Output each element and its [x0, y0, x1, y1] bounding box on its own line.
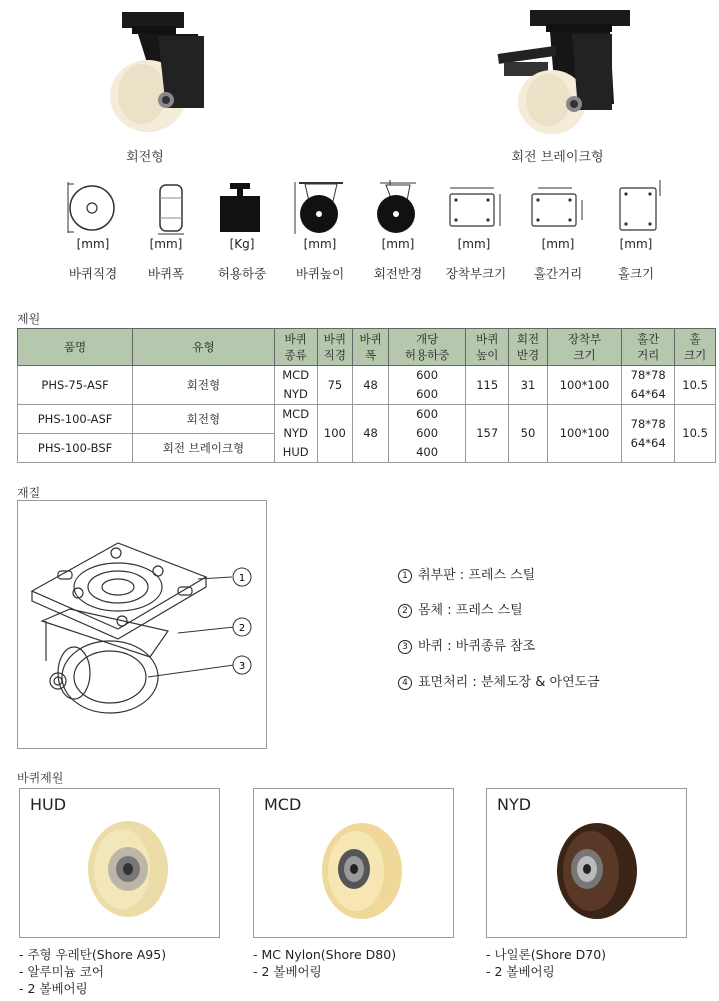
wheel-card-nyd — [486, 788, 687, 938]
unit-label: [mm] — [303, 237, 337, 251]
load-cell: 600 600 — [388, 366, 465, 405]
hole-size-cell: 10.5 — [675, 366, 716, 405]
icon-caption: 허용하중 — [217, 266, 267, 281]
svg-text:3: 3 — [238, 661, 246, 672]
unit-label: [mm] — [541, 237, 575, 251]
material-item — [398, 635, 535, 654]
nyd-wheel-photo — [543, 813, 643, 923]
type-cell: 회전형 — [133, 366, 275, 405]
hole-distance-cell: 78*78 64*64 — [622, 405, 675, 463]
type-cell: 회전형 — [133, 405, 275, 434]
wheel-card-mcd — [253, 788, 454, 938]
mount-cell: 100*100 — [547, 366, 621, 405]
product-name-cell: PHS-100-ASF — [18, 405, 133, 434]
item-number: 3 — [398, 640, 412, 654]
header-cell: 홀 크기 — [675, 329, 716, 366]
item-number: 2 — [398, 604, 412, 618]
wheel-desc-line: - 알루미늄 코어 — [19, 964, 104, 979]
load-cell: 600 600 400 — [388, 405, 465, 463]
spec-section-title: 제원 — [17, 312, 41, 326]
header-cell: 유형 — [133, 329, 275, 366]
unit-label: [Kg] — [229, 237, 255, 251]
hole-size-cell: 10.5 — [675, 405, 716, 463]
header-cell: 바퀴 직경 — [317, 329, 353, 366]
unit-label: [mm] — [149, 237, 183, 251]
diameter-cell: 75 — [317, 366, 353, 405]
diameter-cell: 100 — [317, 405, 353, 463]
unit-label: [mm] — [76, 237, 110, 251]
wheel-type-cell: MCD NYD HUD — [274, 405, 317, 463]
spec-table — [17, 328, 716, 463]
wheel-diameter-icon — [64, 180, 122, 235]
header-cell: 바퀴 종류 — [274, 329, 317, 366]
icon-caption: 홀크기 — [617, 266, 655, 281]
wheel-desc-line: - 2 볼베어링 — [253, 964, 322, 979]
wheel-desc-hud — [19, 946, 166, 997]
item-text: 표면처리 : 분체도장 & 아연도금 — [418, 675, 600, 690]
wheel-desc-line: - MC Nylon(Shore D80) — [253, 947, 397, 962]
icon-caption: 바퀴높이 — [295, 266, 345, 281]
radius-cell: 50 — [509, 405, 548, 463]
wheel-type-cell: MCD NYD — [274, 366, 317, 405]
header-cell: 회전 반경 — [509, 329, 548, 366]
svg-text:1: 1 — [238, 573, 246, 584]
wheel-code: HUD — [30, 795, 67, 814]
wheel-desc-mcd — [253, 946, 396, 980]
wheel-code: NYD — [497, 795, 532, 814]
type-cell: 회전 브레이크형 — [133, 434, 275, 463]
header-cell: 품명 — [18, 329, 133, 366]
item-text: 바퀴 : 바퀴종류 참조 — [418, 639, 536, 654]
svg-text:2: 2 — [238, 623, 246, 634]
icon-caption: 바퀴직경 — [68, 266, 118, 281]
hole-distance-icon — [528, 180, 586, 235]
wheel-desc-line: - 2 볼베어링 — [19, 981, 88, 996]
material-section-title: 재질 — [17, 486, 41, 500]
icon-caption: 홀간거리 — [533, 266, 583, 281]
hole-size-icon — [610, 180, 668, 235]
weight-icon — [214, 180, 272, 235]
width-cell: 48 — [353, 366, 389, 405]
swivel-radius-icon — [370, 180, 428, 235]
header-cell: 홀간 거리 — [622, 329, 675, 366]
header-cell: 바퀴 폭 — [353, 329, 389, 366]
width-cell: 48 — [353, 405, 389, 463]
wheel-desc-line: - 주형 우레탄(Shore A95) — [19, 947, 167, 962]
header-cell: 장착부 크기 — [547, 329, 621, 366]
wheel-desc-line: - 나일론(Shore D70) — [486, 947, 607, 962]
unit-label: [mm] — [381, 237, 415, 251]
caster-diagram — [17, 500, 267, 749]
material-item — [398, 564, 535, 583]
spec-header-row — [18, 329, 716, 366]
radius-cell: 31 — [509, 366, 548, 405]
item-text: 취부판 : 프레스 스틸 — [418, 568, 536, 583]
item-number: 1 — [398, 569, 412, 583]
height-cell: 115 — [466, 366, 509, 405]
mcd-wheel-photo — [310, 813, 410, 923]
product-name-cell: PHS-75-ASF — [18, 366, 133, 405]
mount-cell: 100*100 — [547, 405, 621, 463]
unit-label: [mm] — [619, 237, 653, 251]
caster-swivel-photo — [100, 8, 210, 133]
product-label-swivel-brake: 회전 브레이크형 — [511, 150, 604, 165]
item-number: 4 — [398, 676, 412, 690]
table-row — [18, 366, 716, 405]
header-cell: 개당 허용하중 — [388, 329, 465, 366]
unit-label: [mm] — [457, 237, 491, 251]
wheel-card-hud — [19, 788, 220, 938]
hud-wheel-photo — [78, 813, 178, 923]
icon-caption: 장착부크기 — [445, 266, 507, 281]
wheel-width-icon — [146, 180, 204, 235]
wheel-desc-nyd — [486, 946, 606, 980]
wheel-section-title: 바퀴제원 — [17, 771, 64, 785]
wheel-height-icon — [291, 180, 349, 235]
header-cell: 바퀴 높이 — [466, 329, 509, 366]
item-text: 몸체 : 프레스 스틸 — [418, 603, 523, 618]
icon-caption: 회전반경 — [373, 266, 423, 281]
material-item — [398, 599, 523, 618]
material-item — [398, 671, 600, 690]
hole-distance-cell: 78*78 64*64 — [622, 366, 675, 405]
caster-brake-photo — [490, 6, 635, 136]
product-label-swivel: 회전형 — [126, 150, 164, 165]
wheel-desc-line: - 2 볼베어링 — [486, 964, 555, 979]
table-row — [18, 405, 716, 434]
icon-caption: 바퀴폭 — [147, 266, 185, 281]
wheel-code: MCD — [264, 795, 302, 814]
mount-size-icon — [446, 180, 504, 235]
product-name-cell: PHS-100-BSF — [18, 434, 133, 463]
height-cell: 157 — [466, 405, 509, 463]
